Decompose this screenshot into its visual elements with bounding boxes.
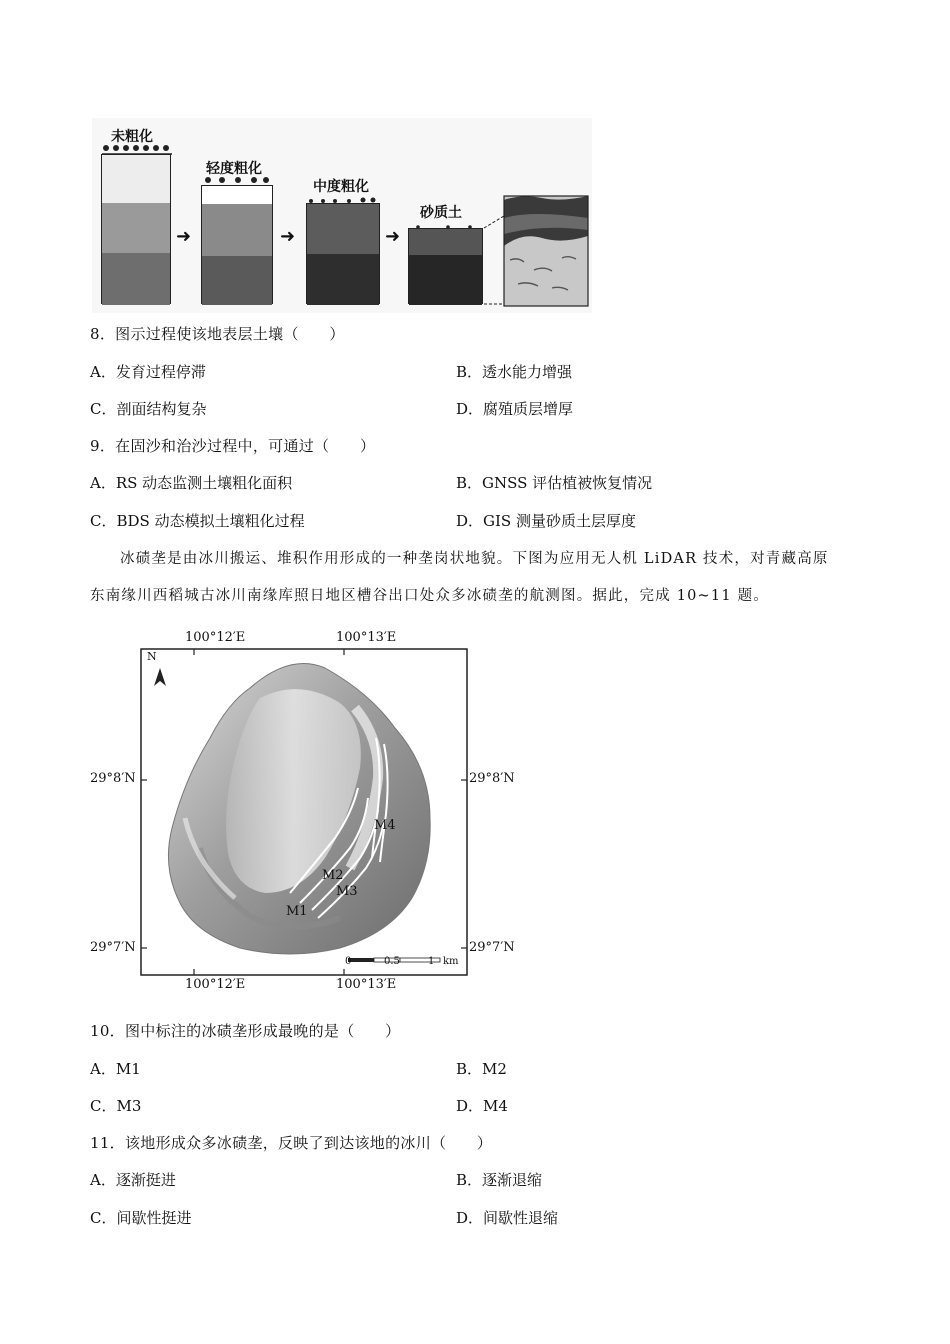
question-8-option-c[interactable]: C．剖面结构复杂 [90, 400, 207, 418]
question-10-option-c[interactable]: C．M3 [90, 1097, 142, 1115]
question-10-stem: 10．图中标注的冰碛垄形成最晚的是（ ） [90, 1022, 401, 1040]
question-8-option-d[interactable]: D．腐殖质层增厚 [456, 400, 574, 418]
question-9-option-a[interactable]: A．RS 动态监测土壤粗化面积 [90, 474, 293, 492]
question-10-option-b[interactable]: B．M2 [456, 1060, 507, 1078]
question-10-option-a[interactable]: A．M1 [90, 1060, 141, 1078]
soil-coarsening-figure [92, 118, 592, 313]
question-11-option-c[interactable]: C．间歇性挺进 [90, 1209, 192, 1227]
lon-label-bottom-right: 100°13′E [336, 977, 397, 992]
lon-label-top-right: 100°13′E [336, 630, 397, 645]
question-8-stem: 8．图示过程使该地表层土壤（ ） [90, 325, 345, 343]
soil-column-sandy [408, 228, 483, 304]
arrow-right-icon: ➜ [385, 226, 401, 247]
moraine-label-m4: M4 [374, 818, 396, 833]
arrow-right-icon: ➜ [280, 226, 296, 247]
passage-line-2: 东南缘川西稻城古冰川南缘库照日地区槽谷出口处众多冰碛垄的航测图。据此，完成 10~11 题。 [90, 588, 769, 604]
soil-photo [482, 188, 592, 313]
stage-label-light: 轻度粗化 [206, 161, 262, 177]
map-frame [140, 648, 468, 976]
lat-label-left-bottom: 29°7′N [90, 940, 136, 955]
lon-label-top-left: 100°12′E [185, 630, 246, 645]
question-8-option-b[interactable]: B．透水能力增强 [456, 363, 573, 381]
question-11-option-d[interactable]: D．间歇性退缩 [456, 1209, 559, 1227]
question-11-option-a[interactable]: A．逐渐挺进 [90, 1171, 176, 1189]
lat-label-right-top: 29°8′N [469, 771, 515, 786]
moraine-map [90, 628, 530, 990]
passage-line-1: 冰碛垄是由冰川搬运、堆积作用形成的一种垄岗状地貌。下图为应用无人机 LiDAR 技术，对青藏高原 [120, 551, 829, 567]
question-9-option-c[interactable]: C．BDS 动态模拟土壤粗化过程 [90, 512, 305, 530]
question-9-option-b[interactable]: B．GNSS 评估植被恢复情况 [456, 474, 653, 492]
scale-unit: km [443, 956, 459, 967]
scale-1: 1 [428, 956, 435, 967]
question-10-option-d[interactable]: D．M4 [456, 1097, 508, 1115]
question-11-option-b[interactable]: B．逐渐退缩 [456, 1171, 543, 1189]
stage-label-sandy: 砂质土 [420, 205, 462, 221]
question-9-option-d[interactable]: D．GIS 测量砂质土层厚度 [456, 512, 636, 530]
soil-column-light [201, 185, 273, 304]
lon-label-bottom-left: 100°12′E [185, 977, 246, 992]
scale-0: 0 [345, 956, 352, 967]
question-11-stem: 11．该地形成众多冰碛垄，反映了到达该地的冰川（ ） [90, 1134, 493, 1152]
moraine-label-m2: M2 [322, 868, 344, 883]
stage-label-medium: 中度粗化 [313, 179, 369, 195]
north-label: N [147, 650, 157, 663]
soil-column-uncoarsened [101, 154, 171, 304]
question-9-stem: 9．在固沙和治沙过程中，可通过（ ） [90, 437, 376, 455]
moraine-label-m1: M1 [286, 904, 308, 919]
soil-column-medium [306, 203, 380, 304]
stage-label-uncoarsened: 未粗化 [111, 129, 153, 145]
lat-label-left-top: 29°8′N [90, 771, 136, 786]
scale-half: 0.5 [384, 956, 400, 967]
moraine-label-m3: M3 [336, 884, 358, 899]
question-8-option-a[interactable]: A．发育过程停滞 [90, 363, 206, 381]
arrow-right-icon: ➜ [176, 226, 192, 247]
lat-label-right-bottom: 29°7′N [469, 940, 515, 955]
